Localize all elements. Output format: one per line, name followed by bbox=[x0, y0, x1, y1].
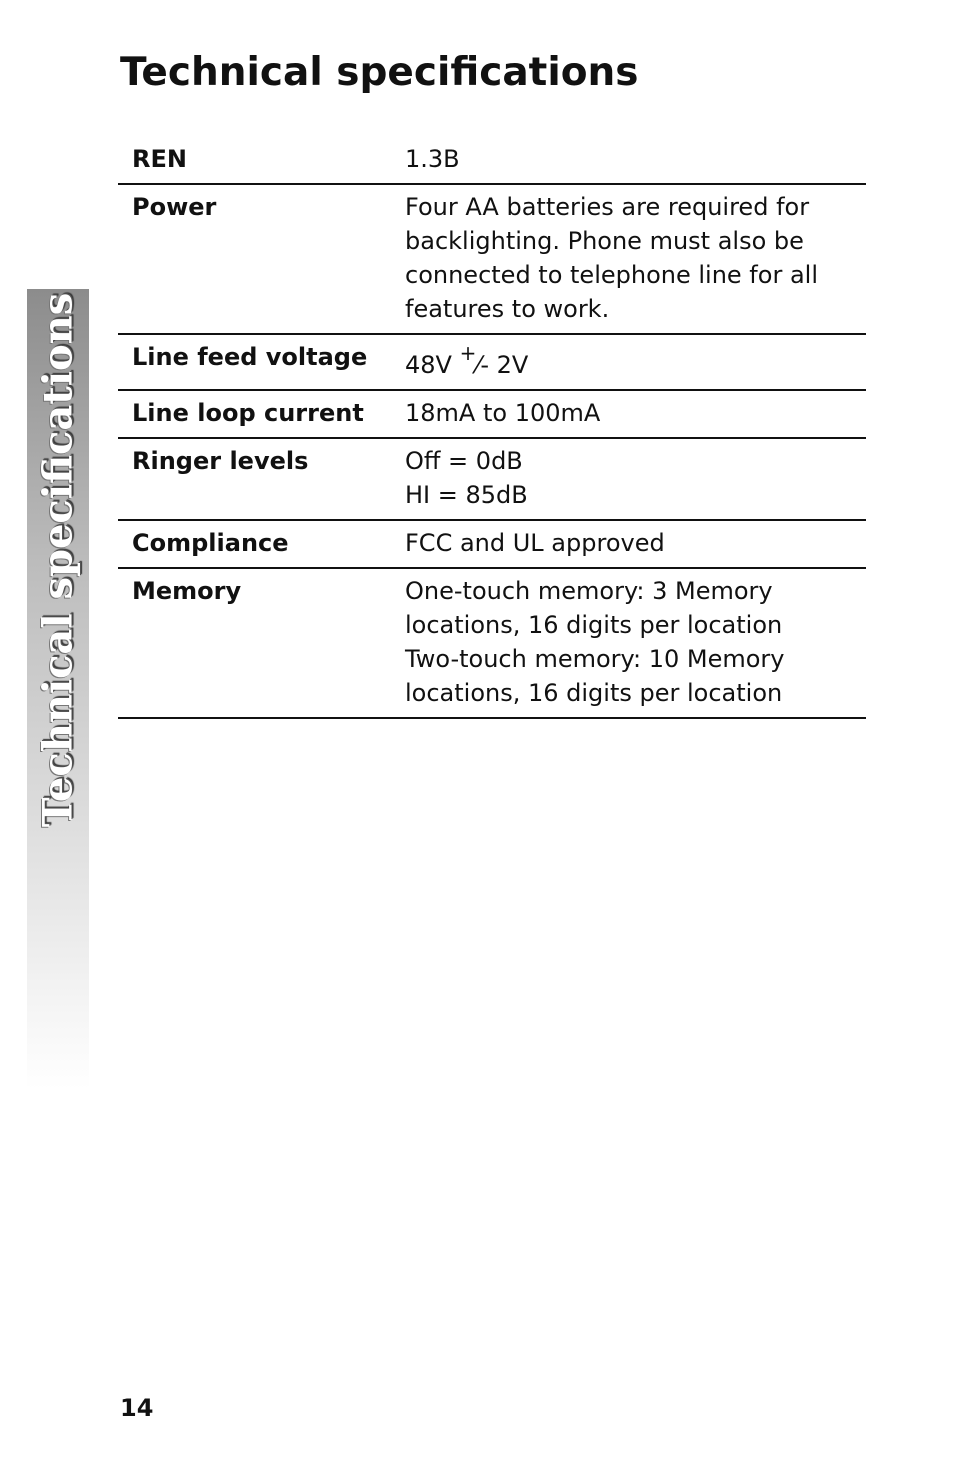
spec-value bbox=[405, 444, 866, 512]
spec-label: Power bbox=[132, 193, 217, 221]
plus-sign: + bbox=[459, 341, 477, 365]
spec-value-line: locations, 16 digits per location bbox=[405, 611, 783, 639]
spec-value-line: Two-touch memory: 10 Memory bbox=[405, 645, 785, 673]
spec-value bbox=[405, 340, 866, 382]
spec-label: Memory bbox=[132, 577, 242, 605]
side-tab-label: Technical specifications bbox=[34, 292, 82, 828]
spec-value-line: Off = 0dB bbox=[405, 447, 523, 475]
spec-label: Ringer levels bbox=[132, 447, 309, 475]
spec-label: Line loop current bbox=[132, 399, 364, 427]
spec-value-line: Four AA batteries are required for bbox=[405, 193, 810, 221]
spec-value-line: connected to telephone line for all bbox=[405, 261, 818, 289]
spec-row-ren bbox=[118, 137, 866, 185]
spec-value: FCC and UL approved bbox=[405, 529, 665, 557]
voltage-value bbox=[405, 341, 529, 379]
spec-value: 18mA to 100mA bbox=[405, 399, 601, 427]
spec-table bbox=[118, 137, 866, 719]
spec-row-line-feed-voltage bbox=[118, 335, 866, 391]
spec-row-compliance bbox=[118, 521, 866, 569]
spec-row-line-loop-current bbox=[118, 391, 866, 439]
spec-value-line: locations, 16 digits per location bbox=[405, 679, 783, 707]
spec-label: REN bbox=[132, 145, 187, 173]
voltage-nominal: 48V bbox=[405, 351, 460, 379]
spec-label: Line feed voltage bbox=[132, 343, 368, 371]
spec-label: Compliance bbox=[132, 529, 289, 557]
spec-value-line: HI = 85dB bbox=[405, 481, 528, 509]
spec-value-line: features to work. bbox=[405, 295, 610, 323]
spec-row-ringer-levels bbox=[118, 439, 866, 521]
spec-value-line: One-touch memory: 3 Memory bbox=[405, 577, 773, 605]
spec-value: 1.3B bbox=[405, 145, 460, 173]
spec-row-power bbox=[118, 185, 866, 335]
page-title: Technical specifications bbox=[120, 50, 639, 95]
voltage-tolerance: ⁄- 2V bbox=[476, 351, 529, 379]
spec-value-line: backlighting. Phone must also be bbox=[405, 227, 804, 255]
spec-value bbox=[405, 574, 866, 710]
spec-row-memory bbox=[118, 569, 866, 719]
spec-value bbox=[405, 190, 866, 326]
page-number: 14 bbox=[120, 1394, 154, 1422]
